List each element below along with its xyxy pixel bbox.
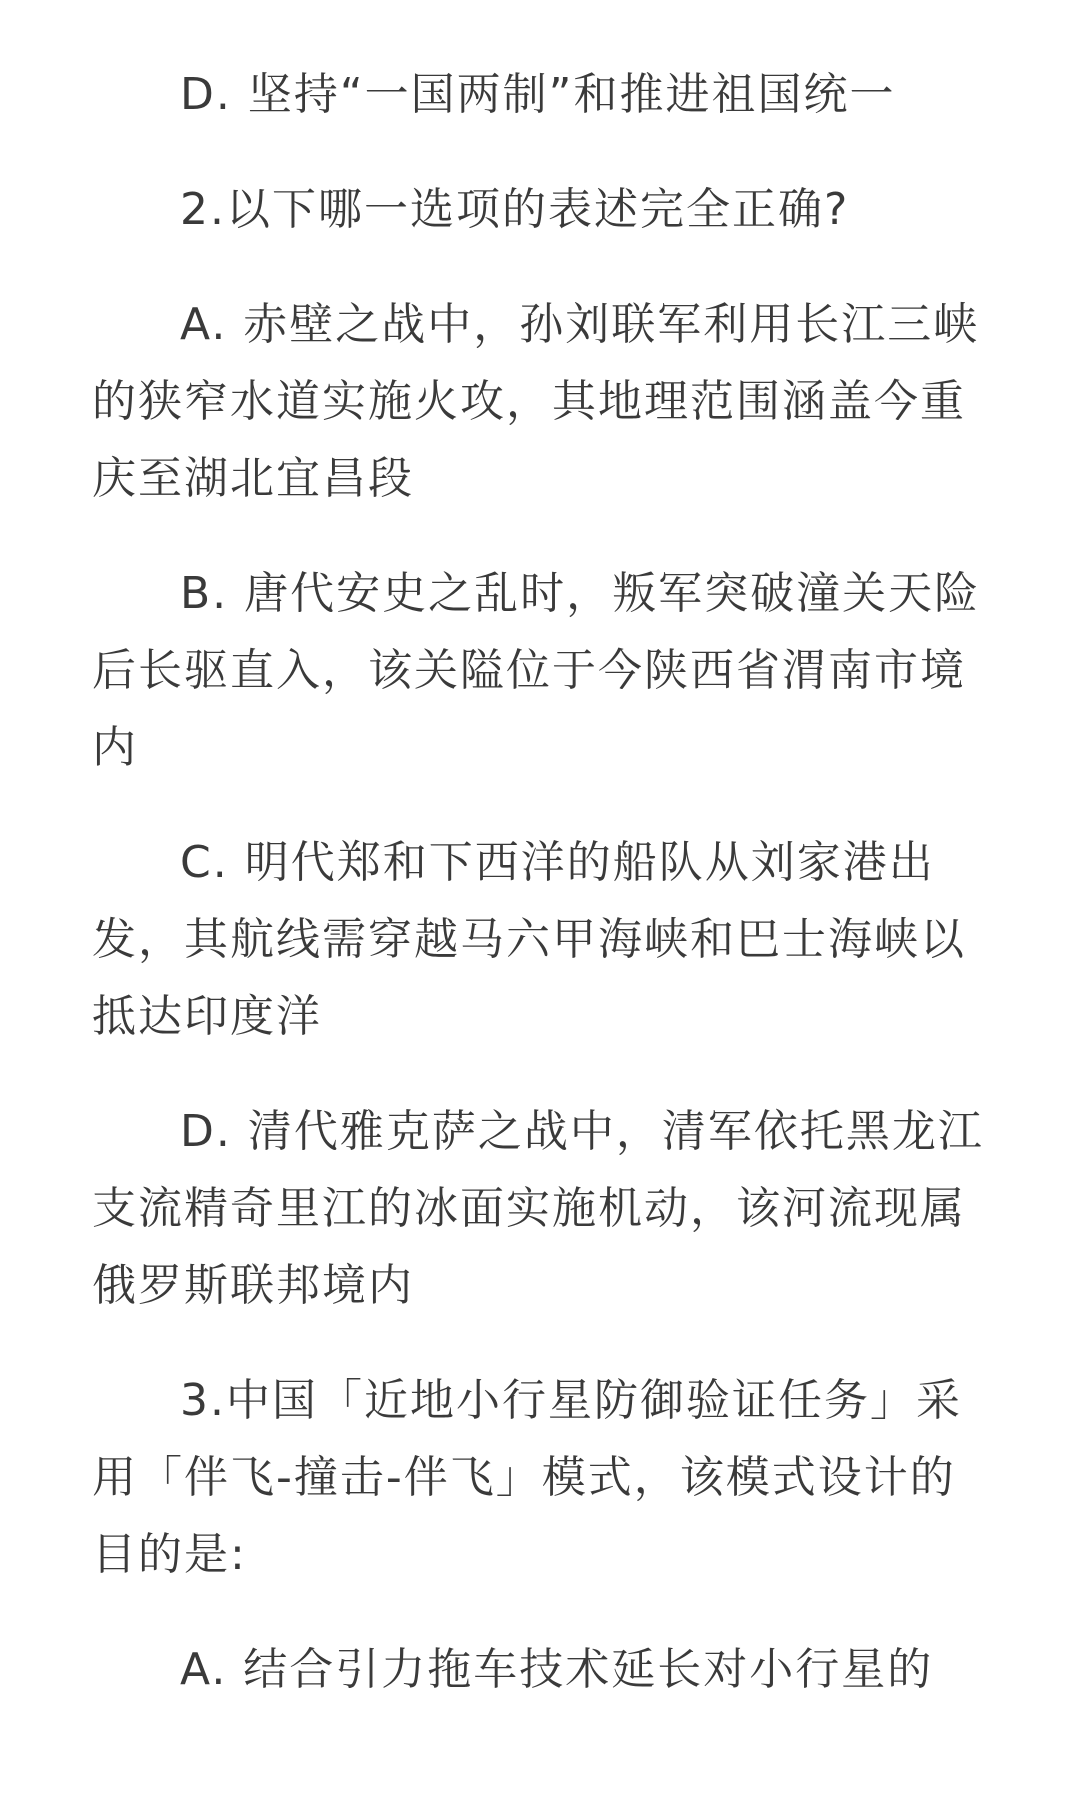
question-3-option-a: A. 结合引力拖车技术延长对小行星的 <box>180 1644 934 1695</box>
question-2-option-b: B. 唐代安史之乱时，叛军突破潼关天险后长驱直入，该关隘位于今陕西省渭南市境内 <box>92 568 981 773</box>
question-2: 2.以下哪一选项的表述完全正确? <box>180 184 850 235</box>
question-3: 3.中国「近地小行星防御验证任务」采用「伴飞-撞击-伴飞」模式，该模式设计的目的是: <box>92 1375 962 1580</box>
option-d-previous: D. 坚持“一国两制”和推进祖国统一 <box>180 69 896 120</box>
article-body <box>92 56 988 1746</box>
question-2-option-a: A. 赤壁之战中，孙刘联军利用长江三峡的狭窄水道实施火攻，其地理范围涵盖今重庆至湖北宜昌段 <box>92 299 980 504</box>
question-2-option-d: D. 清代雅克萨之战中，清军依托黑龙江支流精奇里江的冰面实施机动，该河流现属俄罗斯联邦境内 <box>92 1106 984 1311</box>
question-2-option-c: C. 明代郑和下西洋的船队从刘家港出发，其航线需穿越马六甲海峡和巴士海峡以抵达印度洋 <box>92 837 966 1042</box>
